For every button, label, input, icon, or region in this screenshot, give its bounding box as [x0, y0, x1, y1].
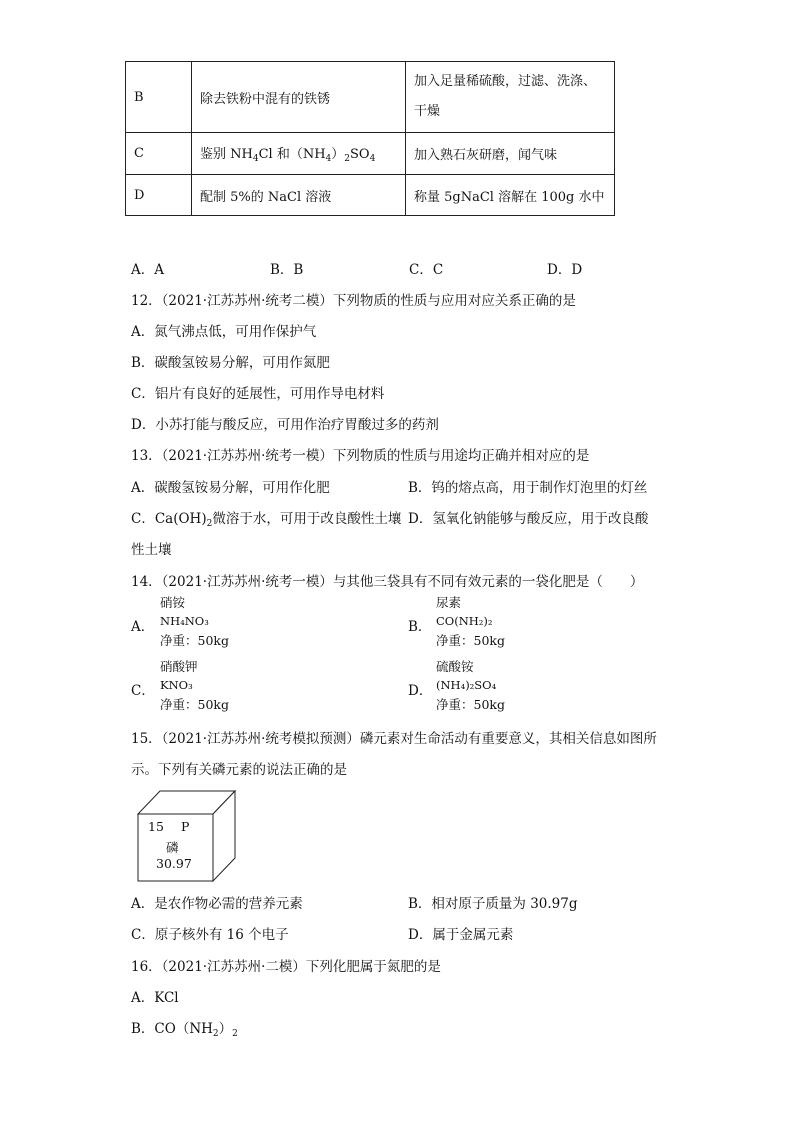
subscript: 4: [325, 154, 332, 164]
row-item: 除去铁粉中混有的铁锈: [192, 62, 406, 133]
row-method-line2: 干燥: [414, 104, 441, 119]
row-method: 加入熟石灰研磨，闻气味: [406, 133, 615, 175]
bag-formula: CO(NH₂)₂: [436, 614, 493, 628]
table-row: [126, 133, 615, 175]
row-item: [192, 133, 406, 175]
q11-option-d[interactable]: D．D: [547, 262, 583, 278]
bag-name: 硫酸铵: [436, 659, 474, 674]
row-label: C: [126, 133, 192, 175]
q14-bag-d: [436, 657, 505, 714]
bag-formula: NH₄NO₃: [160, 614, 209, 628]
q11-option-c[interactable]: C．C: [409, 262, 444, 278]
item-text: Cl 和（NH: [258, 147, 326, 162]
table-row: [126, 175, 615, 216]
q15-option-d[interactable]: D．属于金属元素: [408, 927, 514, 943]
q16-stem: 16．（2021·江苏苏州·二模）下列化肥属于氮肥的是: [131, 959, 441, 975]
q12-stem: 12．（2021·江苏苏州·统考二模）下列物质的性质与应用对应关系正确的是: [131, 293, 576, 309]
q14-option-c-letter[interactable]: C．: [131, 683, 155, 699]
q16-option-b[interactable]: [131, 1017, 238, 1039]
bag-weight: 净重：50kg: [436, 633, 505, 648]
q12-option-b[interactable]: B．碳酸氢铵易分解，可用作氮肥: [131, 355, 330, 371]
option-text: C．Ca(OH): [131, 511, 207, 527]
q14-bag-b: [436, 593, 505, 650]
q14-bag-a: [160, 593, 229, 650]
option-text: 微溶于水，可用于改良酸性土壤: [212, 511, 402, 527]
item-text: 鉴别 NH: [200, 147, 253, 162]
q16-option-a[interactable]: A．KCl: [131, 990, 179, 1006]
row-method-line1: 加入足量稀硫酸，过滤、洗涤、: [414, 74, 597, 89]
q14-bag-c: [160, 657, 229, 714]
q13-option-a[interactable]: A．碳酸氢铵易分解，可用作化肥: [131, 480, 330, 496]
bag-name: 尿素: [436, 595, 462, 610]
q11-option-b[interactable]: B．B: [270, 262, 304, 278]
q15-option-a[interactable]: A．是农作物必需的营养元素: [131, 896, 303, 912]
q12-option-c[interactable]: C．铝片有良好的延展性，可用作导电材料: [131, 386, 385, 402]
q13-option-d-continued: 性土壤: [131, 542, 172, 558]
subscript: 2: [344, 154, 351, 164]
bag-weight: 净重：50kg: [160, 697, 229, 712]
q14-option-d-letter[interactable]: D．: [408, 683, 433, 699]
bag-weight: 净重：50kg: [436, 697, 505, 712]
item-text: ）: [331, 147, 345, 162]
element-symbol: P: [181, 819, 190, 834]
phosphorus-element-cube: [137, 790, 237, 886]
row-label: B: [126, 62, 192, 133]
bag-name: 硝酸钾: [160, 659, 198, 674]
element-name: 磷: [166, 840, 179, 855]
row-label: D: [126, 175, 192, 216]
item-text: SO: [350, 147, 370, 162]
subscript: 2: [206, 519, 213, 529]
bag-formula: KNO₃: [160, 678, 193, 692]
q14-option-b-letter[interactable]: B．: [408, 619, 432, 635]
q11-option-a[interactable]: A．A: [131, 262, 164, 278]
q15-stem-line1: 15．（2021·江苏苏州·统考模拟预测）磷元素对生命活动有重要意义，其相关信息如图所: [131, 731, 657, 747]
q13-option-b[interactable]: B．钨的熔点高，用于制作灯泡里的灯丝: [408, 480, 648, 496]
q13-stem: 13．（2021·江苏苏州·统考一模）下列物质的性质与用途均正确并相对应的是: [131, 448, 590, 464]
q15-option-c[interactable]: C．原子核外有 16 个电子: [131, 927, 289, 943]
bag-weight: 净重：50kg: [160, 633, 229, 648]
q14-option-a-letter[interactable]: A．: [131, 619, 155, 635]
option-text: ）: [218, 1021, 233, 1037]
q14-stem: 14．（2021·江苏苏州·统考一模）与其他三袋具有不同有效元素的一袋化肥是（ ）: [131, 574, 644, 590]
q15-option-b[interactable]: B．相对原子质量为 30.97g: [408, 896, 578, 912]
subscript: 4: [369, 154, 376, 164]
element-mass: 30.97: [156, 856, 192, 871]
q15-stem-line2: 示。下列有关磷元素的说法正确的是: [131, 762, 347, 778]
option-text: B．CO（NH: [131, 1021, 213, 1037]
table-row: [126, 62, 615, 133]
row-method: 称量 5gNaCl 溶解在 100g 水中: [406, 175, 615, 216]
bag-name: 硝铵: [160, 595, 186, 610]
q13-option-c[interactable]: [131, 507, 401, 529]
bag-formula: (NH₄)₂SO₄: [436, 678, 497, 692]
subscript: 4: [252, 154, 259, 164]
q12-option-a[interactable]: A．氮气沸点低，可用作保护气: [131, 324, 317, 340]
element-number: 15: [148, 819, 164, 834]
q12-option-d[interactable]: D．小苏打能与酸反应，可用作治疗胃酸过多的药剂: [131, 417, 439, 433]
row-method: [406, 62, 615, 133]
subscript: 2: [212, 1029, 219, 1039]
question-11-table: [125, 61, 615, 216]
q13-option-d[interactable]: D．氢氧化钠能够与酸反应，用于改良酸: [408, 511, 649, 527]
subscript: 2: [232, 1029, 238, 1039]
row-item: 配制 5%的 NaCl 溶液: [192, 175, 406, 216]
